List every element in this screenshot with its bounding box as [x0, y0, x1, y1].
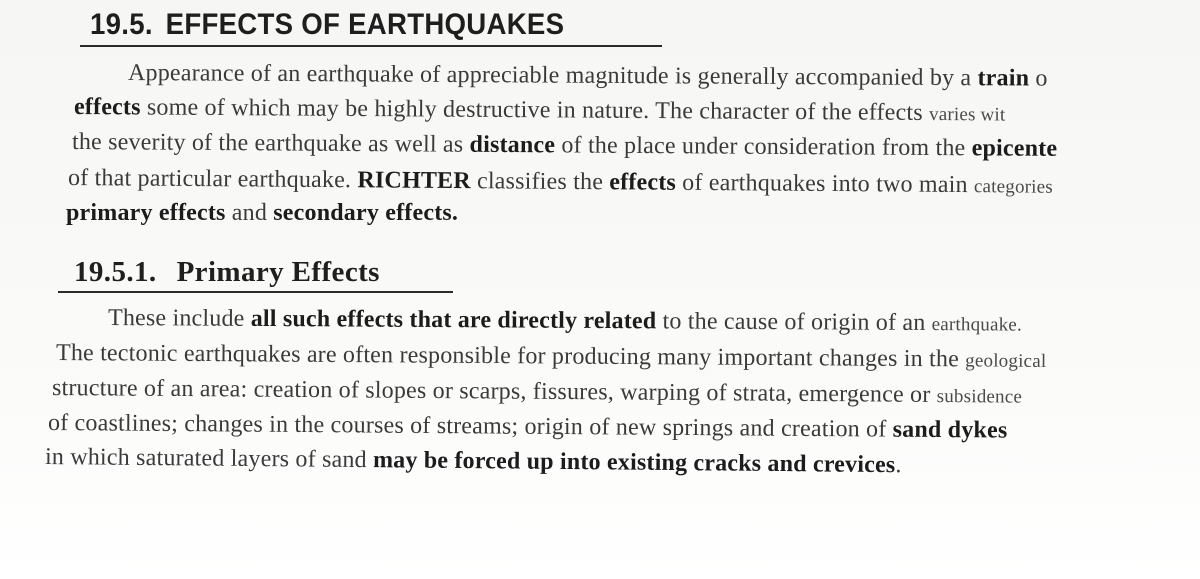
subsection-heading-underline: [58, 291, 453, 293]
text-run: subsidence: [936, 385, 1023, 408]
text-run: geological: [965, 350, 1047, 372]
text-run: and: [231, 200, 268, 226]
bold-run: effects: [609, 169, 677, 196]
paragraph1-line5: [66, 200, 458, 227]
paragraph2-line1: [108, 305, 1022, 338]
paragraph2-line5: [45, 444, 902, 479]
text-run: varies wit: [928, 103, 1006, 126]
text-run: the severity of the earthquake as well as: [71, 129, 464, 158]
text-run: earthquake.: [931, 314, 1022, 336]
bold-run: train: [977, 65, 1030, 92]
text-run: categories: [973, 176, 1054, 198]
bold-run: secondary effects.: [273, 200, 459, 226]
text-run: .: [895, 452, 902, 479]
bold-run: epicente: [971, 135, 1058, 162]
paragraph1-line2: [74, 94, 1006, 128]
text-run: These include: [107, 305, 245, 332]
bold-run: RICHTER: [357, 167, 471, 195]
paragraph1-line4: [68, 165, 1053, 200]
text-run: of earthquakes into two main: [682, 169, 968, 199]
bold-run: effects: [73, 94, 141, 121]
bold-run: all such effects that are directly related: [250, 305, 657, 335]
bold-run: may be forced up into existing cracks and crevices: [372, 447, 896, 479]
subsection-heading: [74, 256, 380, 289]
paragraph1-line1: [128, 60, 1048, 93]
section-title: EFFECTS OF EARTHQUAKES: [165, 8, 565, 41]
text-run: structure of an area: creation of slopes or scarps, fissures, warping of strata, emergence or: [51, 375, 931, 408]
text-run: o: [1035, 65, 1048, 92]
section-number: 19.5.: [90, 8, 153, 41]
section-heading: [90, 8, 564, 42]
text-run: in which saturated layers of sand: [44, 444, 367, 474]
text-run: classifies the: [476, 168, 604, 196]
text-run: of that particular earthquake.: [67, 165, 352, 194]
text-run: some of which may be highly destructive in nature. The character of the effects: [146, 94, 923, 126]
section-heading-underline: [80, 45, 662, 47]
text-run: Appearance of an earthquake of appreciable magnitude is generally accompanied by a: [127, 60, 972, 92]
text-run: of the place under consideration from the: [561, 132, 966, 162]
text-run: to the cause of origin of an: [662, 308, 926, 336]
bold-run: primary effects: [66, 200, 226, 226]
subsection-title: Primary Effects: [176, 256, 380, 288]
text-run: of coastlines; changes in the courses of streams; origin of new springs and creation of: [47, 410, 887, 443]
paragraph1-line3: [72, 129, 1057, 163]
text-run: The tectonic earthquakes are often responsible for producing many important changes in the: [55, 340, 960, 373]
paragraph2-line2: [56, 340, 1047, 374]
paragraph2-line4: [48, 410, 1008, 445]
subsection-number: 19.5.1.: [74, 256, 157, 288]
bold-run: distance: [469, 131, 556, 159]
bold-run: sand dykes: [892, 416, 1008, 444]
paragraph2-line3: [52, 375, 1022, 410]
